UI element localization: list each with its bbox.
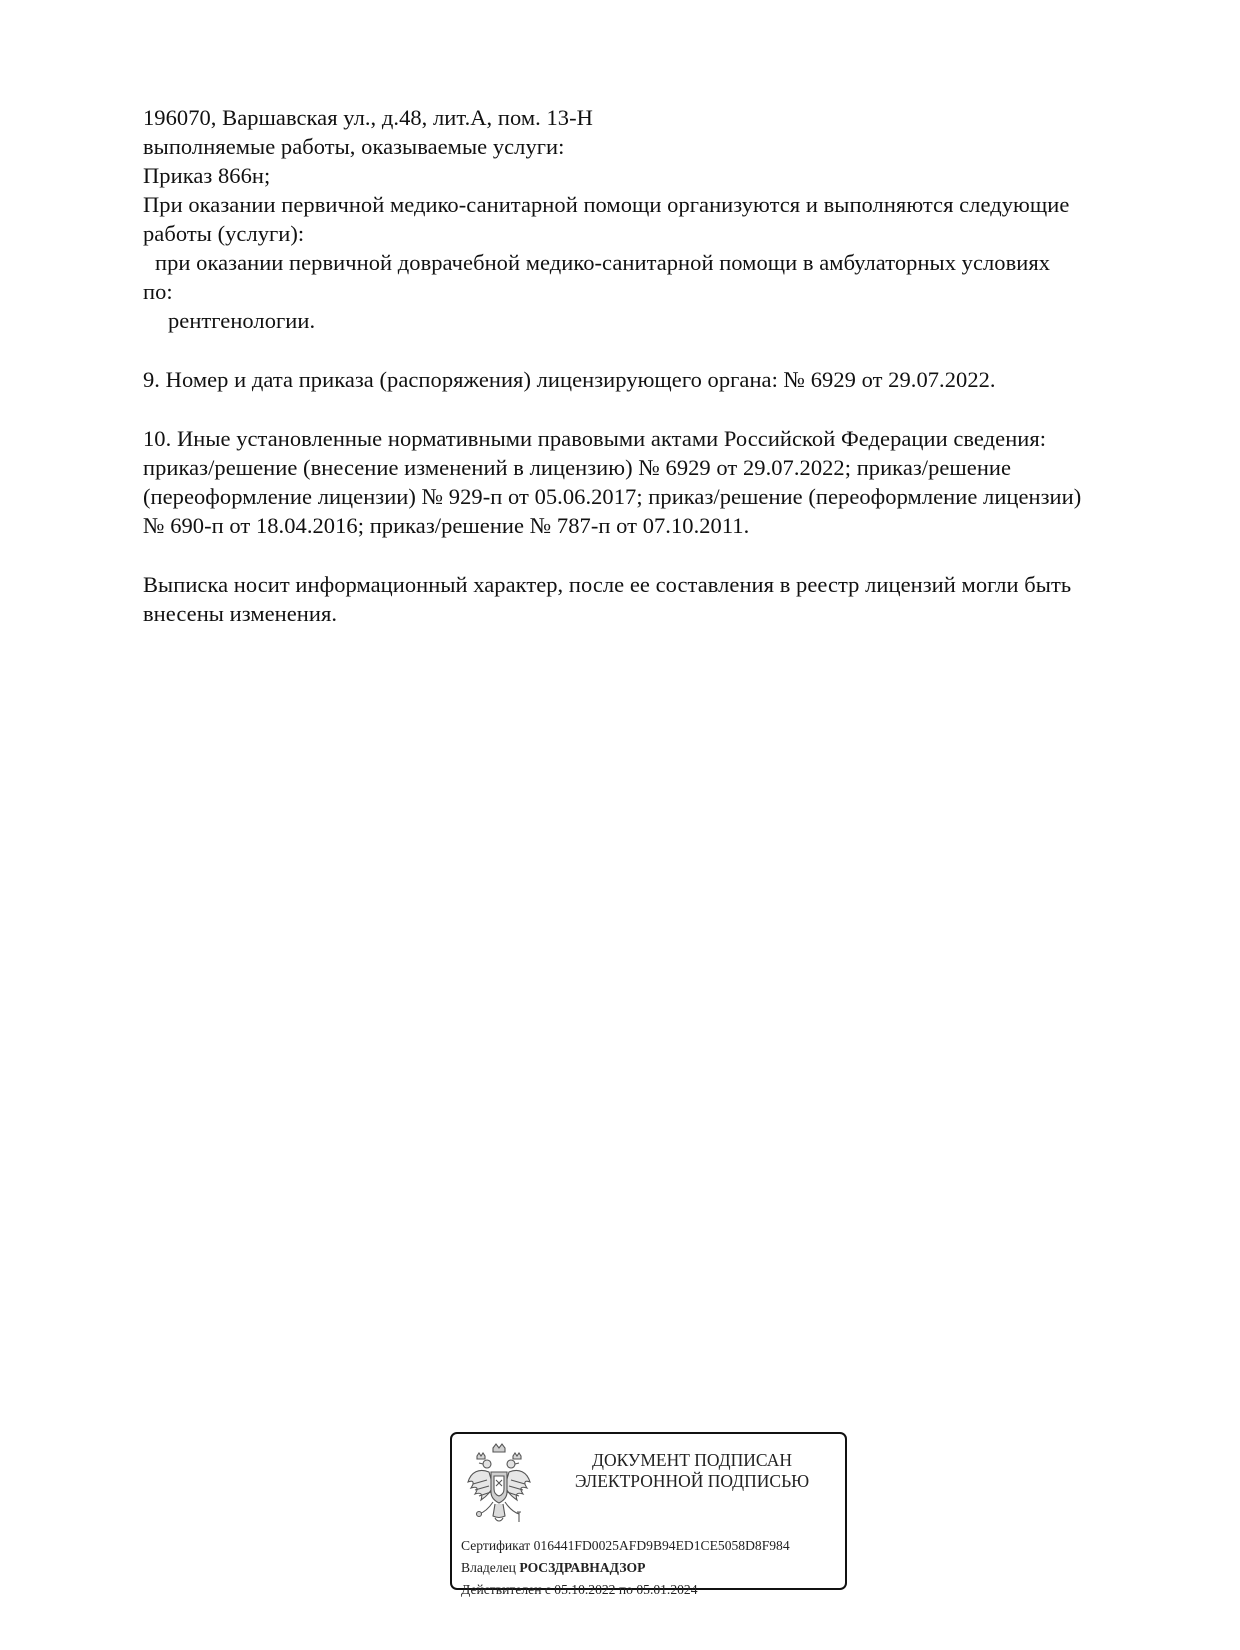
certificate-label: Сертификат	[461, 1538, 531, 1553]
prehospital-care-line: по:	[143, 279, 173, 304]
document-body	[143, 103, 1153, 628]
stamp-details	[461, 1535, 841, 1601]
coat-of-arms-icon	[465, 1442, 533, 1528]
certificate-row	[461, 1535, 841, 1557]
electronic-signature-stamp	[450, 1432, 847, 1597]
validity-row: Действителен с 05.10.2022 по 05.01.2024	[461, 1582, 698, 1597]
owner-row	[461, 1557, 841, 1579]
stamp-title-line: ЭЛЕКТРОННОЙ ПОДПИСЬЮ	[574, 1471, 810, 1491]
primary-care-line: работы (услуги):	[143, 221, 305, 246]
primary-care-line: При оказании первичной медико-санитарной помощи организуются и выполняются следующие	[143, 192, 1070, 217]
disclaimer	[143, 570, 1153, 628]
owner-value: РОСЗДРАВНАДЗОР	[519, 1560, 646, 1575]
paragraph-gap	[143, 394, 1153, 424]
section-10-line: (переоформление лицензии) № 929-п от 05.06.2017; приказ/решение (переоформление лицензии)	[143, 484, 1082, 509]
service-item: рентгенологии.	[168, 308, 316, 333]
paragraph-gap	[143, 335, 1153, 365]
works-heading: выполняемые работы, оказываемые услуги:	[143, 134, 565, 159]
section-10-line: приказ/решение (внесение изменений в лицензию) № 6929 от 29.07.2022; приказ/решение	[143, 455, 1012, 480]
disclaimer-line: внесены изменения.	[143, 601, 338, 626]
stamp-title	[542, 1450, 842, 1492]
section-9: 9. Номер и дата приказа (распоряжения) лицензирующего органа: № 6929 от 29.07.2022.	[143, 367, 996, 392]
certificate-value: 016441FD0025AFD9B94ED1CE5058D8F984	[533, 1538, 790, 1553]
paragraph-gap	[143, 540, 1153, 570]
order-reference: Приказ 866н;	[143, 163, 271, 188]
section-10	[143, 424, 1153, 540]
section-10-line: 10. Иные установленные нормативными правовыми актами Российской Федерации сведения:	[143, 426, 1047, 451]
address-line: 196070, Варшавская ул., д.48, лит.А, пом. 13-Н	[143, 105, 593, 130]
prehospital-care-line: при оказании первичной доврачебной медико-санитарной помощи в амбулаторных условиях	[155, 250, 1051, 275]
section-10-line: № 690-п от 18.04.2016; приказ/решение № 787-п от 07.10.2011.	[143, 513, 750, 538]
owner-label: Владелец	[461, 1560, 516, 1575]
stamp-title-line: ДОКУМЕНТ ПОДПИСАН	[592, 1450, 792, 1470]
disclaimer-line: Выписка носит информационный характер, после ее составления в реестр лицензий могли быть	[143, 572, 1072, 597]
